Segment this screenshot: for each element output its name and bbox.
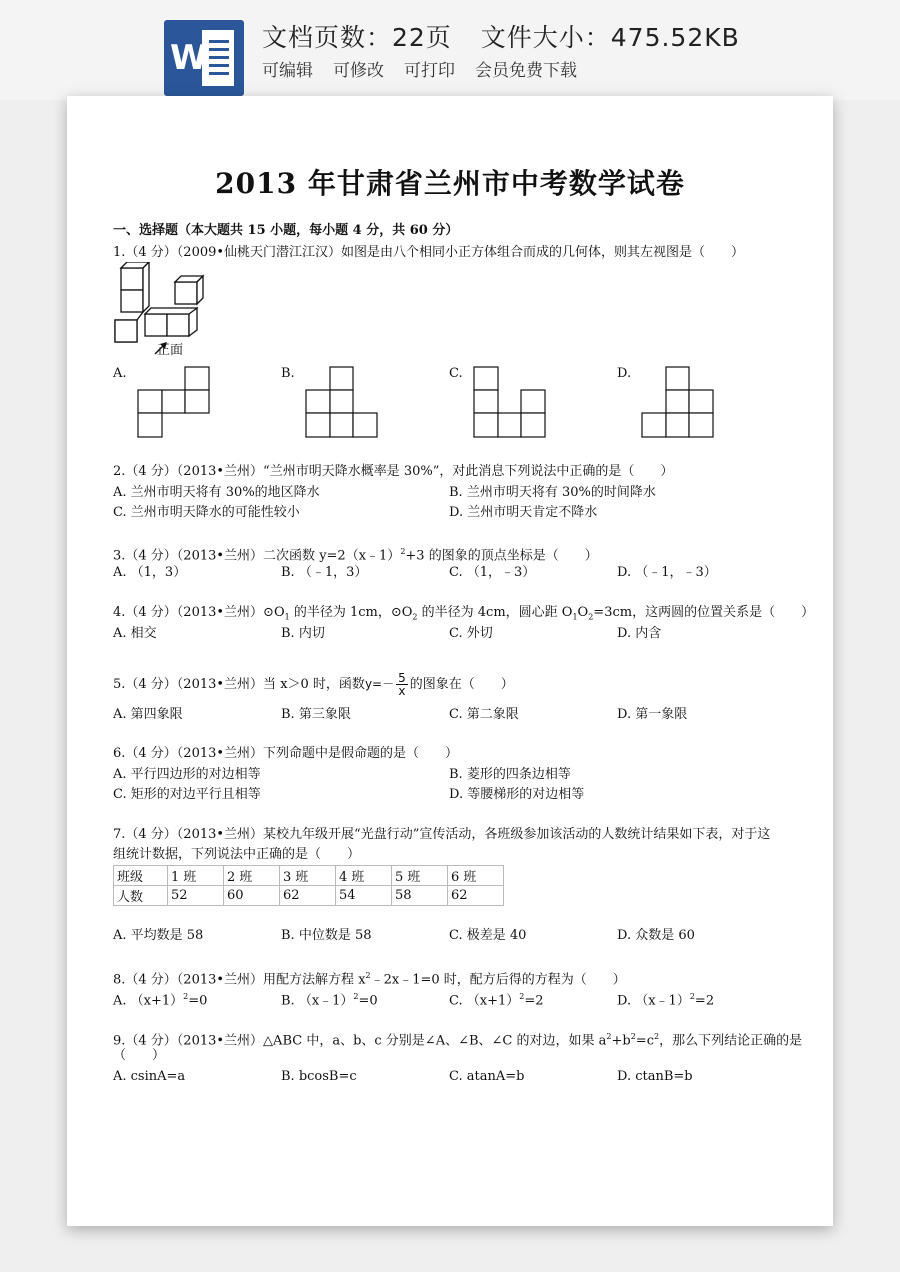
q7-option-c: C. 极差是 40 — [449, 928, 527, 943]
q3-text-pre: 3.（4 分）（2013•兰州）二次函数 y=2（x﹣1） — [113, 548, 401, 564]
word-logo-letter: W — [170, 38, 208, 78]
q1-option-c-figure — [473, 366, 549, 440]
q8-option-a — [113, 989, 207, 1009]
document-title: 2013 年甘肃省兰州市中考数学试卷 — [215, 167, 685, 200]
q7-option-b: B. 中位数是 58 — [281, 928, 372, 943]
word-document-icon — [164, 20, 244, 96]
question-6: 6.（4 分）（2013•兰州）下列命题中是假命题的是（ ） — [113, 746, 459, 761]
q4-option-d: D. 内含 — [617, 626, 662, 641]
class-participation-table — [113, 865, 504, 906]
question-7-line-2: 组统计数据，下列说法中正确的是（ ） — [113, 847, 361, 862]
table-cell: 60 — [224, 886, 280, 906]
q8-d-exp: 2 — [689, 992, 695, 1001]
q2-option-a: A. 兰州市明天将有 30%的地区降水 — [113, 485, 320, 500]
q9-option-b: B. bcosB=c — [281, 1069, 357, 1084]
q8-b-exp: 2 — [353, 992, 359, 1001]
q6-option-c: C. 矩形的对边平行且相等 — [113, 787, 261, 802]
q4-sub-2: 2 — [412, 612, 418, 622]
q2-option-c: C. 兰州市明天降水的可能性较小 — [113, 505, 300, 520]
q1-option-b-figure — [305, 366, 381, 440]
q5-option-c: C. 第二象限 — [449, 707, 519, 722]
table-cell: 62 — [448, 886, 504, 906]
q4-option-a: A. 相交 — [113, 626, 157, 641]
q9-exp-1: 2 — [606, 1032, 612, 1041]
q8-c-rhs: =2 — [524, 993, 544, 1009]
q4-text-3: 的半径为 4cm，圆心距 O — [417, 605, 573, 620]
q5-text-pre: 5.（4 分）（2013•兰州）当 x＞0 时，函数 — [113, 677, 365, 692]
q9-option-a: A. csinA=a — [113, 1069, 186, 1084]
q3-option-b: B. （﹣1，3） — [281, 565, 368, 580]
q9-option-d: D. ctanB=b — [617, 1069, 693, 1084]
table-cell: 1 班 — [168, 866, 224, 886]
q4-text-2: 的半径为 1cm，⊙O — [289, 605, 413, 620]
q9-exp-2: 2 — [630, 1032, 636, 1041]
q5-fraction — [396, 672, 408, 697]
question-7-line-1: 7.（4 分）（2013•兰州）某校九年级开展“光盘行动”宣传活动，各班级参加该活动的人数统计结果如下表，对于这 — [113, 827, 771, 842]
q8-c-exp: 2 — [519, 992, 525, 1001]
document-page — [67, 96, 833, 1226]
q8-d-rhs: =2 — [694, 993, 715, 1009]
q8-b-text: B. （x﹣1） — [281, 993, 354, 1009]
q9-text-3: =c — [635, 1033, 654, 1049]
q6-option-a: A. 平行四边形的对边相等 — [113, 767, 261, 782]
feature-list — [262, 56, 597, 81]
q8-option-c — [449, 989, 544, 1009]
q3-option-c: C. （1，﹣3） — [449, 565, 536, 580]
page-count: 文档页数：22页 — [262, 23, 452, 52]
q5-numerator: 5 — [398, 671, 406, 685]
q8-text-post: ﹣2x﹣1=0 时，配方后得的方程为（ ） — [370, 972, 626, 988]
table-cell: 2 班 — [224, 866, 280, 886]
q4-text-5: =3cm，这两圆的位置关系是（ ） — [593, 605, 815, 620]
question-9-line-2: （ ） — [113, 1048, 166, 1063]
table-header-row — [114, 866, 504, 886]
q9-text-4: ，那么下列结论正确的是 — [659, 1033, 803, 1049]
front-view-label: 正面 — [157, 343, 184, 358]
q5-text-post: 的图象在（ ） — [409, 677, 514, 692]
q1-option-a: A. — [113, 366, 127, 381]
q4-text-4: O — [577, 605, 589, 620]
q5-denominator: x — [398, 684, 406, 698]
table-cell: 6 班 — [448, 866, 504, 886]
q8-text-pre: 8.（4 分）（2013•兰州）用配方法解方程 x — [113, 972, 366, 988]
q5-option-a: A. 第四象限 — [113, 707, 183, 722]
question-4 — [113, 605, 814, 626]
question-9 — [113, 1029, 802, 1049]
table-cell: 人数 — [114, 886, 168, 906]
download-banner — [0, 0, 900, 100]
question-1: 1.（4 分）（2009•仙桃天门潜江江汉）如图是由八个相同小正方体组合而成的几何体，则其左视图是（ ） — [113, 245, 745, 260]
q9-text-2: +b — [611, 1033, 631, 1049]
q9-text-1: 9.（4 分）（2013•兰州）△ABC 中，a、b、c 分别是∠A、∠B、∠C 的对边，如果 a — [113, 1033, 607, 1049]
question-5 — [113, 668, 514, 701]
q4-text-1: 4.（4 分）（2013•兰州）⊙O — [113, 605, 285, 620]
q8-option-b — [281, 989, 378, 1009]
q7-option-d: D. 众数是 60 — [617, 928, 695, 943]
q8-a-rhs: =0 — [188, 993, 208, 1009]
table-cell: 58 — [392, 886, 448, 906]
table-cell: 5 班 — [392, 866, 448, 886]
table-cell: 3 班 — [280, 866, 336, 886]
q5-option-d: D. 第一象限 — [617, 707, 688, 722]
q8-a-exp: 2 — [183, 992, 189, 1001]
file-size: 文件大小：475.52KB — [480, 23, 740, 52]
section-heading: 一、选择题（本大题共 15 小题，每小题 4 分，共 60 分） — [113, 223, 459, 238]
feature-member-download: 会员免费下载 — [475, 61, 577, 81]
q3-text-post: +3 的图象的顶点坐标是（ ） — [405, 548, 598, 564]
q8-exponent: 2 — [365, 971, 371, 980]
q5-function: y=－ — [364, 677, 395, 691]
q9-option-c: C. atanA=b — [449, 1069, 525, 1084]
q8-d-text: D. （x﹣1） — [617, 993, 690, 1009]
q1-option-d-figure — [641, 366, 717, 440]
q4-sub-3: 1 — [572, 612, 578, 622]
table-cell: 52 — [168, 886, 224, 906]
q7-option-a: A. 平均数是 58 — [113, 928, 204, 943]
q9-exp-3: 2 — [653, 1032, 660, 1041]
q5-option-b: B. 第三象限 — [281, 707, 351, 722]
feature-printable: 可打印 — [404, 61, 455, 81]
question-2: 2.（4 分）（2013•兰州）“兰州市明天降水概率是 30%”，对此消息下列说法中正确的是（ ） — [113, 464, 674, 479]
q4-option-c: C. 外切 — [449, 626, 493, 641]
table-cell: 62 — [280, 886, 336, 906]
table-cell: 54 — [336, 886, 392, 906]
q3-option-d: D. （﹣1，﹣3） — [617, 565, 717, 580]
feature-modifiable: 可修改 — [333, 61, 384, 81]
question-8 — [113, 968, 626, 988]
feature-editable: 可编辑 — [262, 61, 313, 81]
q1-option-a-figure — [137, 366, 213, 440]
q4-sub-4: 2 — [588, 612, 594, 622]
table-cell: 4 班 — [336, 866, 392, 886]
q1-option-b: B. — [281, 366, 295, 381]
q8-c-text: C. （x+1） — [449, 993, 520, 1009]
q3-option-a: A. （1，3） — [113, 565, 187, 580]
file-info — [262, 18, 760, 54]
q8-a-text: A. （x+1） — [113, 993, 184, 1009]
q8-option-d — [617, 989, 714, 1009]
table-row — [114, 886, 504, 906]
table-cell: 班级 — [114, 866, 168, 886]
q2-option-b: B. 兰州市明天将有 30%的时间降水 — [449, 485, 656, 500]
question-3 — [113, 544, 598, 564]
q3-exponent: 2 — [400, 547, 406, 556]
q6-option-d: D. 等腰梯形的对边相等 — [449, 787, 585, 802]
q2-option-d: D. 兰州市明天肯定不降水 — [449, 505, 598, 520]
q6-option-b: B. 菱形的四条边相等 — [449, 767, 571, 782]
q4-sub-1: 1 — [284, 612, 290, 622]
q1-option-c: C. — [449, 366, 463, 381]
q8-b-rhs: =0 — [358, 993, 378, 1009]
q1-option-d: D. — [617, 366, 632, 381]
q4-option-b: B. 内切 — [281, 626, 325, 641]
